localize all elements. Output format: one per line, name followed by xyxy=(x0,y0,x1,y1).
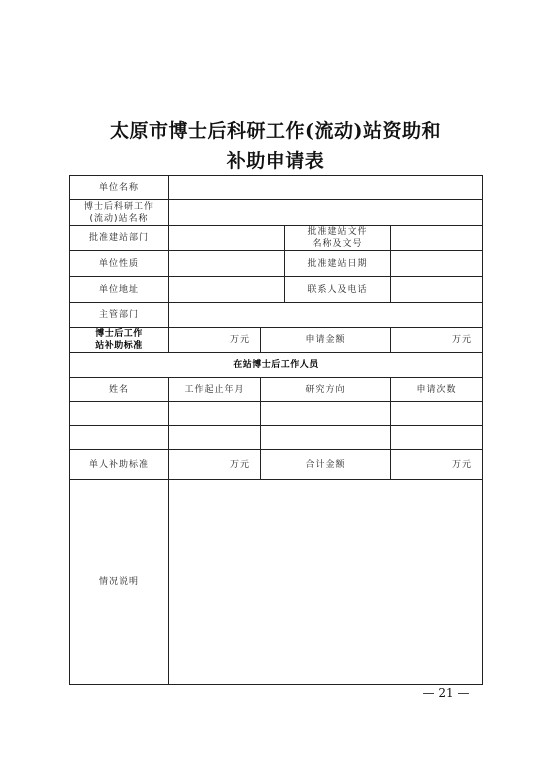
subsidy-standard-label-line-2: 站补助标准 xyxy=(95,341,143,351)
page-number: — 21 — xyxy=(422,686,470,700)
personnel-row xyxy=(70,402,483,426)
subsidy-standard-label xyxy=(70,328,169,353)
personnel-research-cell[interactable] xyxy=(261,426,391,450)
situation-label: 情况说明 xyxy=(70,480,169,685)
approval-doc-label-line-2: 名称及文号 xyxy=(312,239,363,249)
unit-nature-label: 单位性质 xyxy=(70,251,169,277)
row-column-headers xyxy=(70,378,483,402)
station-name-field[interactable] xyxy=(169,200,483,226)
apply-amount-field[interactable] xyxy=(391,328,483,353)
column-header-research: 研究方向 xyxy=(261,378,391,402)
personnel-period-cell[interactable] xyxy=(169,426,261,450)
unit-address-field[interactable] xyxy=(169,277,285,303)
unit-name-field[interactable] xyxy=(169,176,483,200)
application-form-table xyxy=(69,175,483,685)
apply-amount-label: 申请金额 xyxy=(261,328,391,353)
row-unit-name xyxy=(70,176,483,200)
row-per-person-total xyxy=(70,450,483,480)
column-header-work-period: 工作起止年月 xyxy=(169,378,261,402)
contact-field[interactable] xyxy=(391,277,483,303)
column-header-apply-count: 申请次数 xyxy=(391,378,483,402)
row-personnel-header xyxy=(70,353,483,378)
row-station-name xyxy=(70,200,483,226)
unit-name-label: 单位名称 xyxy=(70,176,169,200)
approval-doc-label-line-1: 批准建站文件 xyxy=(307,227,368,237)
personnel-name-cell[interactable] xyxy=(70,426,169,450)
total-amount-field[interactable] xyxy=(391,450,483,480)
subsidy-standard-label-line-1: 博士后工作 xyxy=(95,329,143,339)
approving-dept-field[interactable] xyxy=(169,226,285,251)
row-approving-dept xyxy=(70,226,483,251)
unit-wan-yuan: 万元 xyxy=(229,459,250,470)
situation-field[interactable] xyxy=(169,480,483,685)
unit-address-label: 单位地址 xyxy=(70,277,169,303)
approval-date-label: 批准建站日期 xyxy=(285,251,391,277)
row-unit-address xyxy=(70,277,483,303)
unit-wan-yuan: 万元 xyxy=(452,459,473,470)
personnel-section-label: 在站博士后工作人员 xyxy=(70,353,483,378)
personnel-count-cell[interactable] xyxy=(391,426,483,450)
personnel-count-cell[interactable] xyxy=(391,402,483,426)
personnel-period-cell[interactable] xyxy=(169,402,261,426)
station-name-label xyxy=(70,200,169,226)
personnel-research-cell[interactable] xyxy=(261,402,391,426)
form-title-line-1: 太原市博士后科研工作(流动)站资助和 xyxy=(110,120,441,142)
row-subsidy-standard xyxy=(70,328,483,353)
approval-date-field[interactable] xyxy=(391,251,483,277)
personnel-row xyxy=(70,426,483,450)
approval-doc-label xyxy=(285,226,391,251)
total-amount-label: 合计金额 xyxy=(261,450,391,480)
approval-doc-field[interactable] xyxy=(391,226,483,251)
column-header-name: 姓名 xyxy=(70,378,169,402)
unit-wan-yuan: 万元 xyxy=(229,335,250,345)
form-title-line-2: 补助申请表 xyxy=(226,150,325,172)
unit-wan-yuan: 万元 xyxy=(452,335,473,345)
per-person-subsidy-label: 单人补助标准 xyxy=(70,450,169,480)
supervisor-field[interactable] xyxy=(169,303,483,328)
row-supervisor xyxy=(70,303,483,328)
contact-label: 联系人及电话 xyxy=(285,277,391,303)
subsidy-standard-field[interactable] xyxy=(169,328,261,353)
unit-nature-field[interactable] xyxy=(169,251,285,277)
personnel-name-cell[interactable] xyxy=(70,402,169,426)
per-person-subsidy-field[interactable] xyxy=(169,450,261,480)
row-situation xyxy=(70,480,483,685)
approving-dept-label: 批准建站部门 xyxy=(70,226,169,251)
row-unit-nature xyxy=(70,251,483,277)
station-name-label-line-1: 博士后科研工作 xyxy=(83,201,154,212)
station-name-label-line-2: (流动)站名称 xyxy=(89,213,149,224)
supervisor-label: 主管部门 xyxy=(70,303,169,328)
